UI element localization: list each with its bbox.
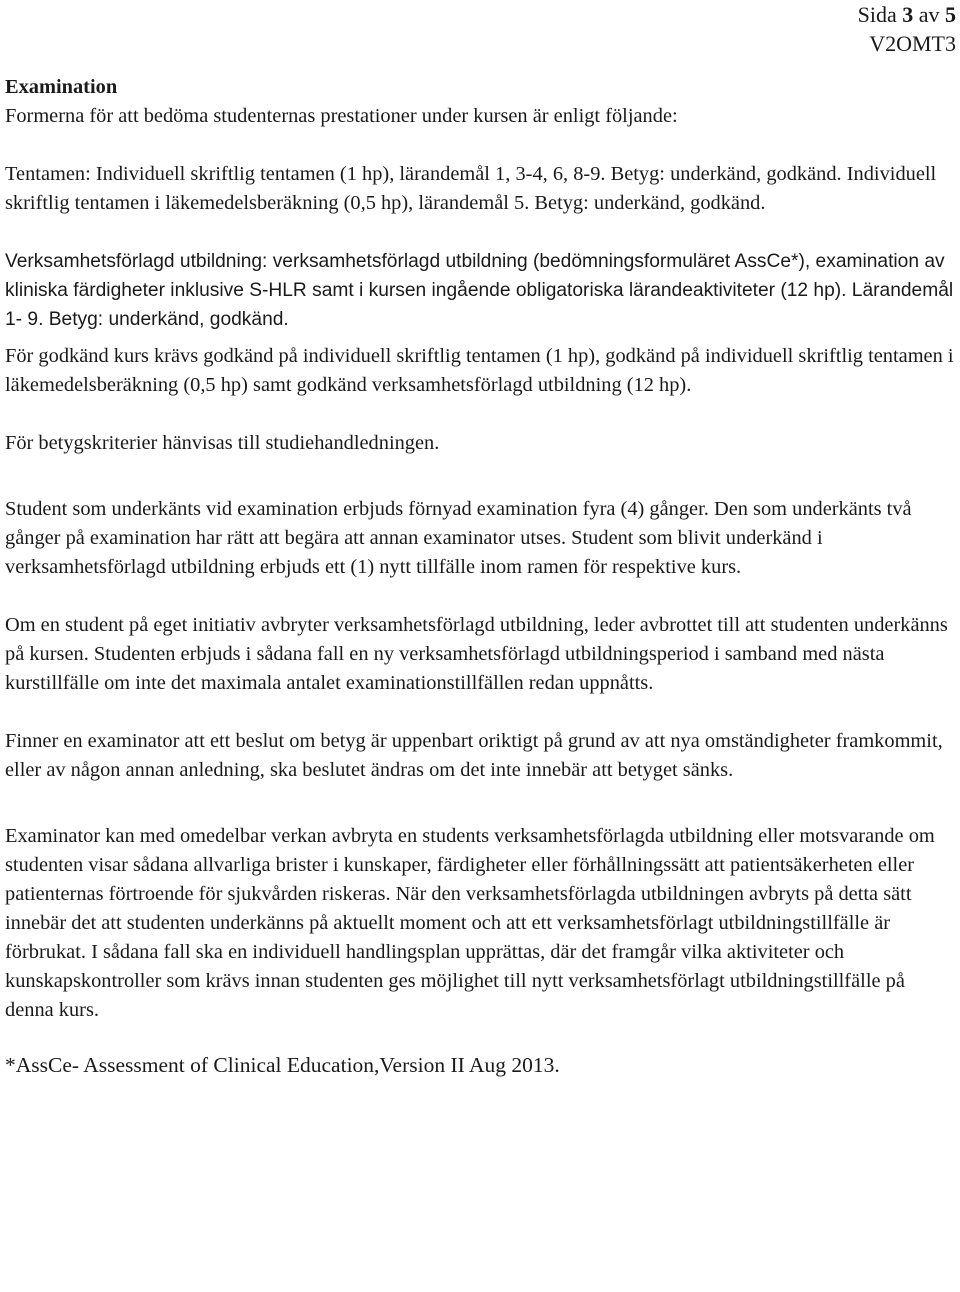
paragraph-avbryter: Om en student på eget initiativ avbryter verksamhetsförlagd utbildning, leder avbrottet till att studenten underkänns på kursen. Studenten erbjuds i sådana fall en ny verksamhetsförlagd utbildningsperiod i samband med nästa kurstillfälle om inte det maximala antalet examinationstillfällen redan uppnåtts.	[5, 614, 948, 694]
paragraph-underkants: Student som underkänts vid examination erbjuds förnyad examination fyra (4) gånger. Den som underkänts två gånger på examination har rätt att begära att annan examinator utses. Student som blivit underkänd i verksamhetsförlagd utbildning erbjuds ett (1) nytt tillfälle inom ramen för respektive kurs.	[5, 498, 912, 578]
paragraph-tentamen: Tentamen: Individuell skriftlig tentamen (1 hp), lärandemål 1, 3-4, 6, 8-9. Betyg: underkänd, godkänd. Individuell skriftlig tentamen i läkemedelsberäkning (0,5 hp), lärandemål 5. Betyg: underkänd, godkänd.	[5, 163, 937, 214]
paragraph-betygskriterier: För betygskriterier hänvisas till studiehandledningen.	[5, 432, 440, 454]
page-number	[858, 0, 956, 29]
footnote: *AssCe- Assessment of Clinical Education,Version II Aug 2013.	[5, 1053, 560, 1077]
document-code: V2OMT3	[869, 31, 956, 56]
page-number-mid: av	[913, 2, 945, 27]
page-number-current: 3	[902, 2, 914, 27]
paragraph-oriktigt: Finner en examinator att ett beslut om betyg är uppenbart oriktigt på grund av att nya omständigheter framkommit, eller av någon annan anledning, ska beslutet ändras om det inte innebär att betyget sänks.	[5, 730, 943, 781]
paragraph-godkand: För godkänd kurs krävs godkänd på individuell skriftlig tentamen (1 hp), godkänd på individuell skriftlig tentamen i läkemedelsberäkning (0,5 hp) samt godkänd verksamhetsförlagd utbildning (12 hp).	[5, 345, 954, 396]
paragraph-examinator: Examinator kan med omedelbar verkan avbryta en students verksamhetsförlagda utbildning eller motsvarande om studenten visar sådana allvarliga brister i kunskaper, färdigheter eller förhållningssätt att patientsäkerheten eller patienternas förtroende för sjukvården riskeras. När den verksamhetsförlagda utbildningen avbryts på detta sätt innebär det att studenten underkänns på aktuellt moment och att ett verksamhetsförlagt utbildningstillfälle är förbrukat. I sådana fall ska en individuell handlingsplan upprättas, där det framgår vilka aktiviteter och kunskapskontroller som krävs innan studenten ges möjlighet till nytt verksamhetsförlagt utbildningstillfälle på denna kurs.	[5, 825, 935, 1021]
document-body	[5, 73, 955, 1080]
page-number-prefix: Sida	[857, 2, 903, 27]
section-title: Examination	[5, 76, 118, 98]
page-header	[858, 0, 956, 58]
section-intro: Formerna för att bedöma studenternas prestationer under kursen är enligt följande:	[5, 105, 678, 127]
paragraph-vfu: Verksamhetsförlagd utbildning: verksamhetsförlagd utbildning (bedömningsformuläret AssCe*), examination av kliniska färdigheter inklusive S-HLR samt i kursen ingående obligatoriska lärandeaktiviteter (12 hp). Lärandemål 1- 9. Betyg: underkänd, godkänd.	[5, 251, 954, 330]
page-number-total: 5	[945, 2, 956, 27]
